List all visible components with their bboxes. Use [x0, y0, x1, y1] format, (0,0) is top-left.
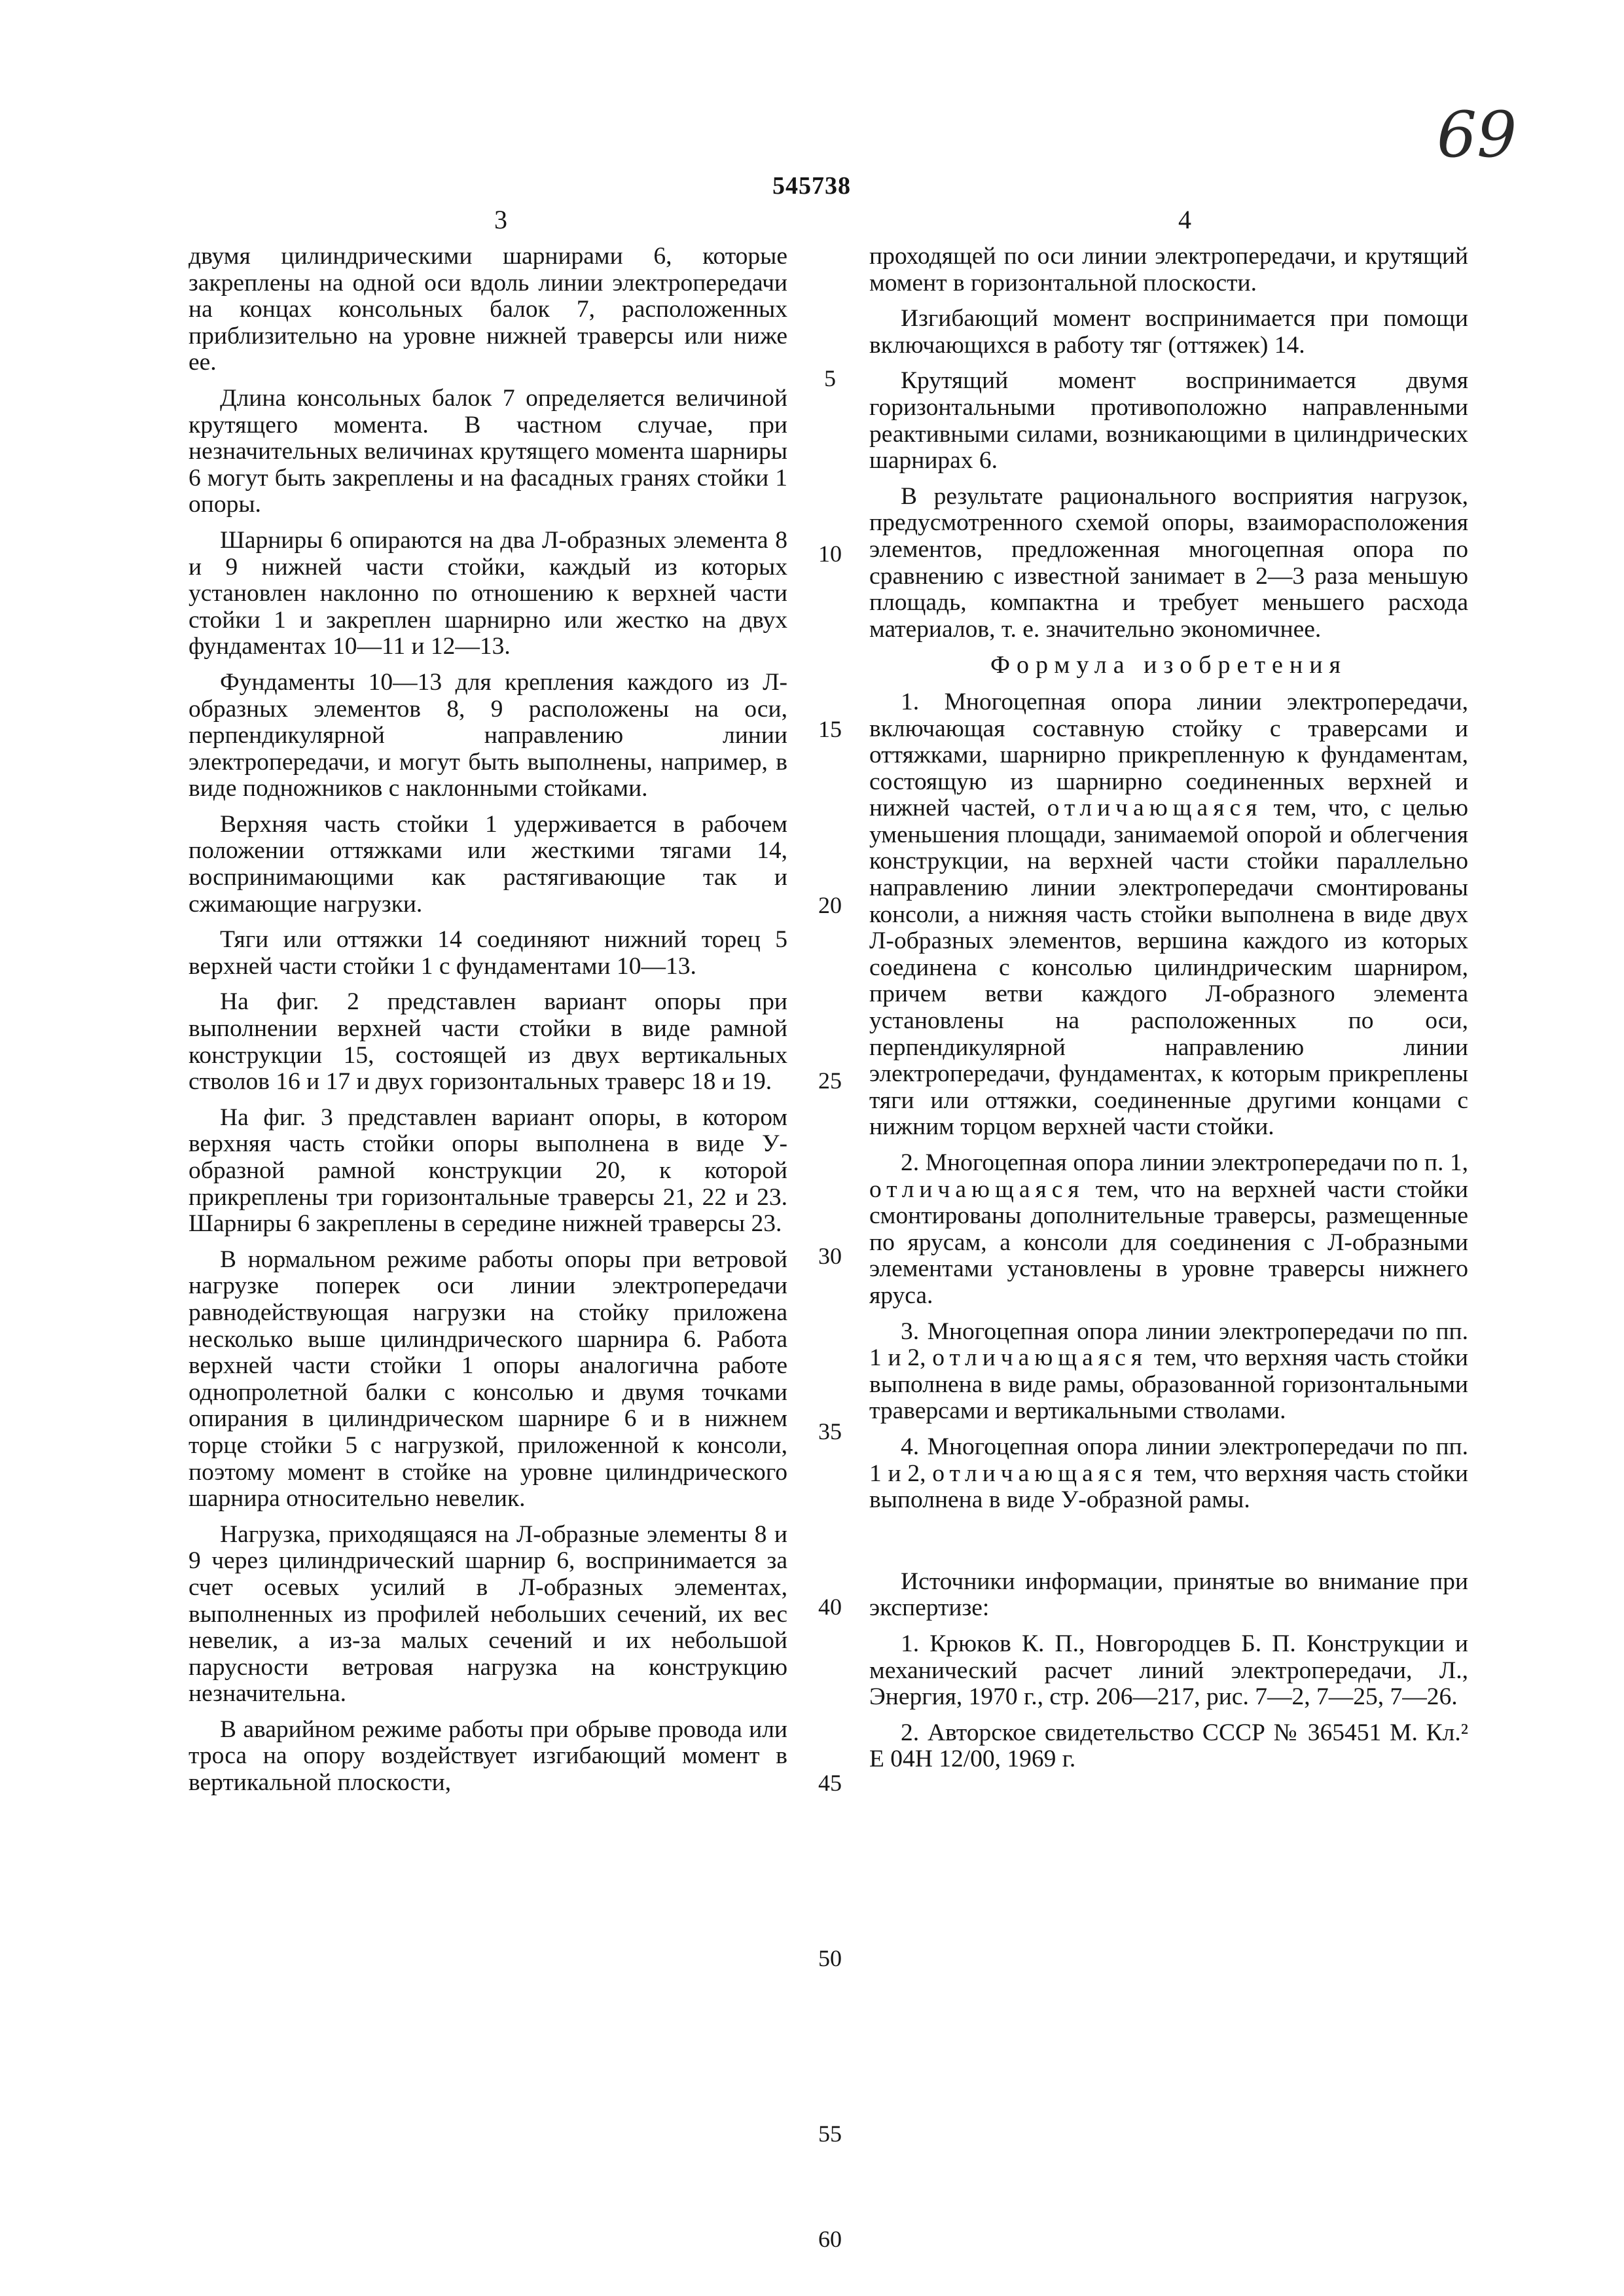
claim-2 [869, 1150, 1468, 1310]
line-number: 30 [818, 1243, 842, 1269]
paragraph: Длина консольных балок 7 определяется величиной крутящего момента. В частном случае, при незначительных величинах крутящего момента шарниры 6 могут быть закреплены и на фасадных гранях стойки 1 опоры. [189, 384, 787, 518]
section-heading-formula: Формула изобретения [990, 651, 1348, 679]
claim-4 [869, 1434, 1468, 1514]
patent-number: 545738 [772, 172, 851, 200]
line-number: 35 [818, 1418, 842, 1444]
claim-3 [869, 1319, 1468, 1425]
claim-text: 2. Многоцепная опора линии электропередачи по п. 1, [901, 1149, 1468, 1176]
line-number: 60 [818, 2226, 842, 2252]
left-text-column [189, 243, 787, 1806]
line-number: 20 [818, 892, 842, 918]
paragraph: Тяги или оттяжки 14 соединяют нижний торец 5 верхней части стойки 1 с фундаментами 10—13. [189, 926, 787, 980]
paragraph: Изгибающий момент воспринимается при помощи включающихся в работу тяг (оттяжек) 14. [869, 305, 1468, 359]
line-number: 50 [818, 1945, 842, 1971]
claim-keyword: отличающаяся [1047, 795, 1263, 822]
paragraph: Фундаменты 10—13 для крепления каждого из Л-образных элементов 8, 9 расположены на оси, перпендикулярной направлению линии электропередачи, и могут быть выполнены, например, в виде подножников с наклонными стойками. [189, 668, 787, 802]
paragraph: Шарниры 6 опираются на два Л-образных элемента 8 и 9 нижней части стойки, каждый из которых установлен наклонно по отношению к верхней части стойки 1 и закреплен шарнирно или жестко на двух фундаментах 10—11 и 12—13. [189, 526, 787, 660]
line-number: 15 [818, 716, 842, 742]
paragraph: В нормальном режиме работы опоры при ветровой нагрузке поперек оси линии электропередачи равнодействующая нагрузки на стойку приложена несколько выше цилиндрического шарнира 6. Работа верхней части стойки 1 опоры аналогична работе однопролетной балки с консолью и двумя точками опирания в цилиндрическом шарнире 6 и в нижнем торце стойки 5 с нагрузкой, приложенной к консоли, поэтому момент в стойке на уровне цилиндрического шарнира относительно невелик. [189, 1246, 787, 1513]
right-column-number: 4 [1178, 205, 1191, 234]
paragraph: проходящей по оси линии электропередачи, и крутящий момент в горизонтальной плоскости. [869, 243, 1468, 296]
paragraph: Верхняя часть стойки 1 удерживается в рабочем положении оттяжками или жесткими тягами 14, воспринимающими как растягивающие так и сжимающие нагрузки. [189, 810, 787, 918]
line-number: 40 [818, 1594, 842, 1620]
claim-text: тем, что, с целью уменьшения площади, занимаемой опорой и облегчения конструкции, на верхней части стойки параллельно направлению линии электропередачи смонтированы консоли, а нижняя часть стойки выполнена в виде двух Л-образных элементов, вершина каждого из которых соединена с консолью цилиндрическим шарниром, причем ветви каждого Л-образного элемента установлены на расположенных по оси, перпендикулярной направлению линии электропередачи, фундаментах, к которым прикреплены тяги или оттяжки, соединенные другими концами с нижним торцом верхней части стойки. [869, 795, 1468, 1141]
claim-1 [869, 689, 1468, 1141]
paragraph: Крутящий момент воспринимается двумя горизонтальными противоположно направленными реактивными силами, возникающими в цилиндрических шарнирах 6. [869, 367, 1468, 475]
paragraph: В результате рационального восприятия нагрузок, предусмотренного схемой опоры, взаиморасположения элементов, предложенная многоцепная опора по сравнению с известной занимает в 2—3 раза меньшую площадь, компактна и требует меньшего расхода материалов, т. е. значительно экономичнее. [869, 482, 1468, 643]
source-1: 1. Крюков К. П., Новгородцев Б. П. Конструкции и механический расчет линий электропередачи, Л., Энергия, 1970 г., стр. 206—217, рис. 7—2, 7—25, 7—26. [869, 1630, 1468, 1711]
claim-text: 3. Многоцепная опора линии электропередачи по пп. 1 и 2, [869, 1318, 1468, 1372]
claim-text: тем, что на верхней части стойки смонтированы дополнительные траверсы, размещенные по ярусам, а консоли для соединения с Л-образными элементами установлены в уровне траверсы нижнего яруса. [869, 1175, 1469, 1309]
spacer [869, 1523, 1468, 1569]
paragraph: двумя цилиндрическими шарнирами 6, которые закреплены на одной оси вдоль линии электропередачи на концах консольных балок 7, расположенных приблизительно на уровне нижней траверсы или ниже ее. [189, 243, 787, 376]
line-number: 45 [818, 1770, 842, 1796]
paragraph: В аварийном режиме работы при обрыве провода или троса на опору воздействует изгибающий момент в вертикальной плоскости, [189, 1715, 787, 1797]
claim-text: тем, что верхняя часть стойки выполнена в виде У-образной рамы. [869, 1460, 1469, 1514]
claim-text: 4. Многоцепная опора линии электропередачи по пп. 1 и 2, [869, 1433, 1468, 1487]
line-number: 5 [824, 365, 836, 391]
claim-text: тем, что верхняя часть стойки выполнена в виде рамы, образованной горизонтальными траверсами и вертикальными стволами. [869, 1344, 1469, 1425]
source-2: 2. Авторское свидетельство СССР № 365451 М. Кл.² Е 04Н 12/00, 1969 г. [869, 1719, 1468, 1773]
claim-keyword: отличающаяся [932, 1344, 1147, 1372]
line-number: 25 [818, 1067, 842, 1094]
claim-text: 1. Многоцепная опора линии электропередачи, включающая составную стойку с траверсами и оттяжками, шарнирно прикрепленную к фундаментам, состоящую из шарнирно соединенных верхней и нижней частей, [869, 688, 1468, 822]
sources-heading: Источники информации, принятые во внимание при экспертизе: [869, 1568, 1468, 1622]
paragraph: На фиг. 2 представлен вариант опоры при выполнении верхней части стойки в виде рамной конструкции 15, состоящей из двух вертикальных стволов 16 и 17 и двух горизонтальных траверс 18 и 19. [189, 988, 787, 1096]
paragraph: Нагрузка, приходящаяся на Л-образные элементы 8 и 9 через цилиндрический шарнир 6, воспринимается за счет осевых усилий в Л-образных элементах, выполненных из профилей небольших сечений, их вес невелик, а из-за малых сечений и их небольшой парусности ветровая нагрузка на конструкцию незначительна. [189, 1520, 787, 1708]
left-column-number: 3 [494, 205, 507, 234]
claim-keyword: отличающаяся [869, 1175, 1085, 1203]
line-number: 10 [818, 541, 842, 567]
line-number: 55 [818, 2121, 842, 2147]
right-text-column [869, 243, 1468, 1782]
handwritten-page-number: 69 [1437, 98, 1517, 171]
paragraph: На фиг. 3 представлен вариант опоры, в котором верхняя часть стойки опоры выполнена в виде У-образной рамной конструкции 20, к которой прикреплены три горизонтальные траверсы 21, 22 и 23. Шарниры 6 закреплены в середине нижней траверсы 23. [189, 1103, 787, 1238]
claim-keyword: отличающаяся [932, 1460, 1147, 1487]
